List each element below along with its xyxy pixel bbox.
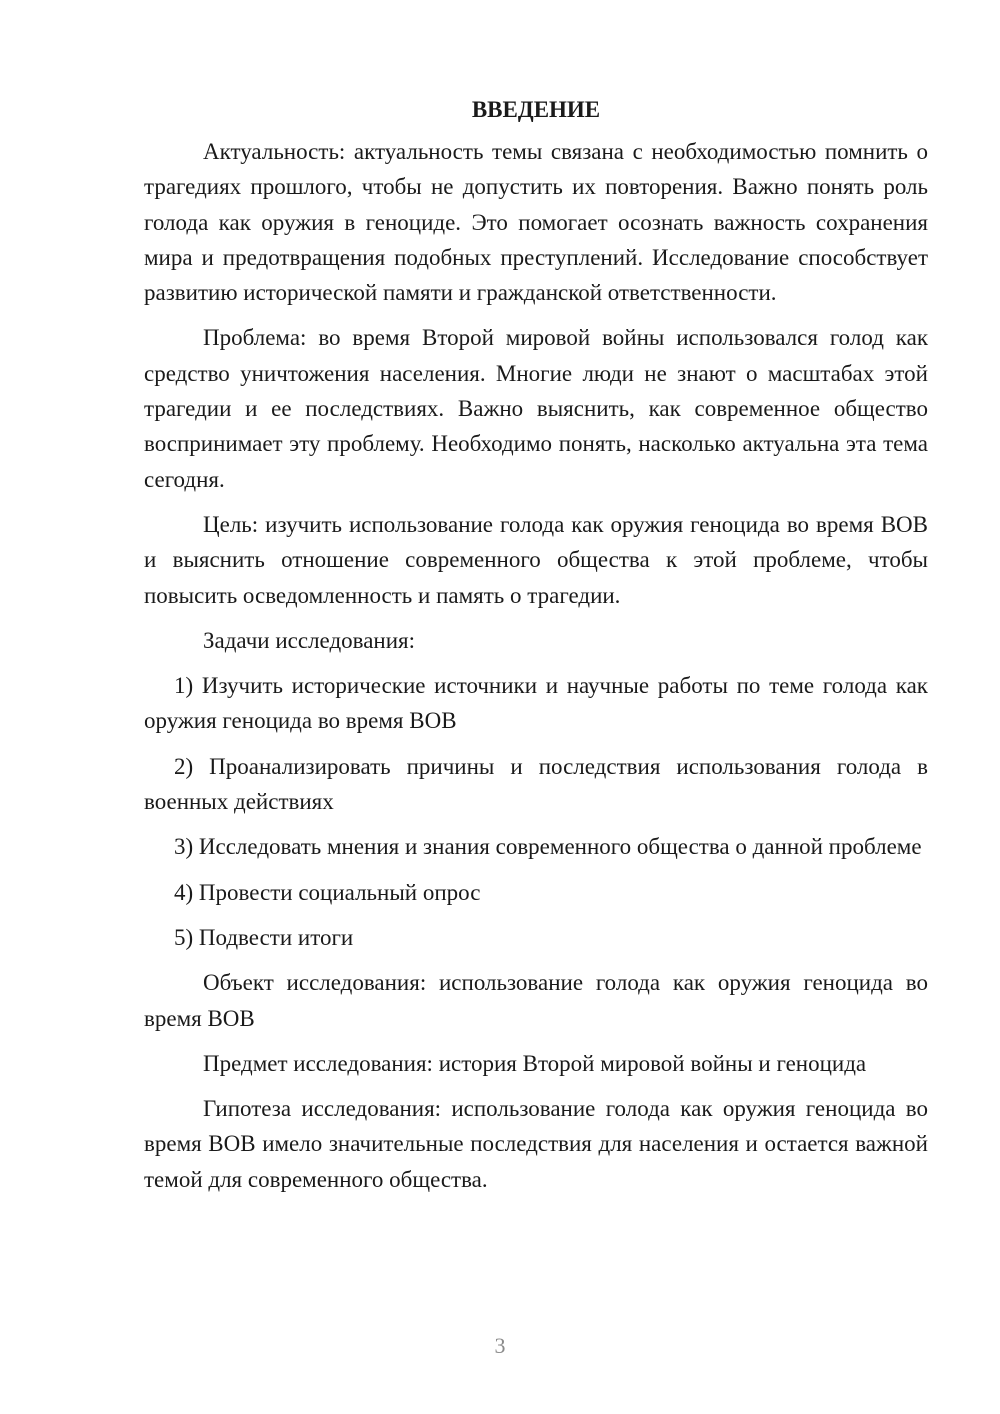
task-item: 5) Подвести итоги [174,924,354,950]
task-item: 4) Провести социальный опрос [174,879,481,905]
page-content [144,94,928,1207]
task-item: 2) Проанализировать причины и последствия использования голода в военных действиях [144,753,928,815]
paragraph-object: Объект исследования: использование голода как оружия геноцида во время ВОВ [144,970,928,1031]
paragraph-goal: Цель: изучить использование голода как оружия геноцида во время ВОВ и выяснить отношение современного общества к этой проблеме, чтобы повысить осведомленность и память о трагедии. [144,511,928,608]
paragraph-problem: Проблема: во время Второй мировой войны использовался голод как средство уничтожения населения. Многие люди не знают о масштабах этой трагедии и ее последствиях. Важно выяснить, как современное общество воспринимает эту проблему. Необходимо понять, насколько актуальна эта тема сегодня. [144,325,928,492]
task-item: 3) Исследовать мнения и знания современного общества о данной проблеме [174,834,922,860]
tasks-heading: Задачи исследования: [203,627,416,653]
paragraph-relevance: Актуальность: актуальность темы связана с необходимостью помнить о трагедиях прошлого, чтобы не допустить их повторения. Важно понять роль голода как оружия в геноциде. Это помогает осознать важность сохранения мира и предотвращения подобных преступлений. Исследование способствует развитию исторической памяти и гражданской ответственности. [144,139,928,306]
page-title: ВВЕДЕНИЕ [471,97,601,122]
page-number: 3 [494,1333,506,1358]
paragraph-hypothesis: Гипотеза исследования: использование голода как оружия геноцида во время ВОВ имело значительные последствия для населения и остается важной темой для современного общества. [144,1096,928,1192]
task-item: 1) Изучить исторические источники и научные работы по теме голода как оружия геноцида во время ВОВ [144,673,928,734]
paragraph-subject: Предмет исследования: история Второй мировой войны и геноцида [203,1050,867,1076]
